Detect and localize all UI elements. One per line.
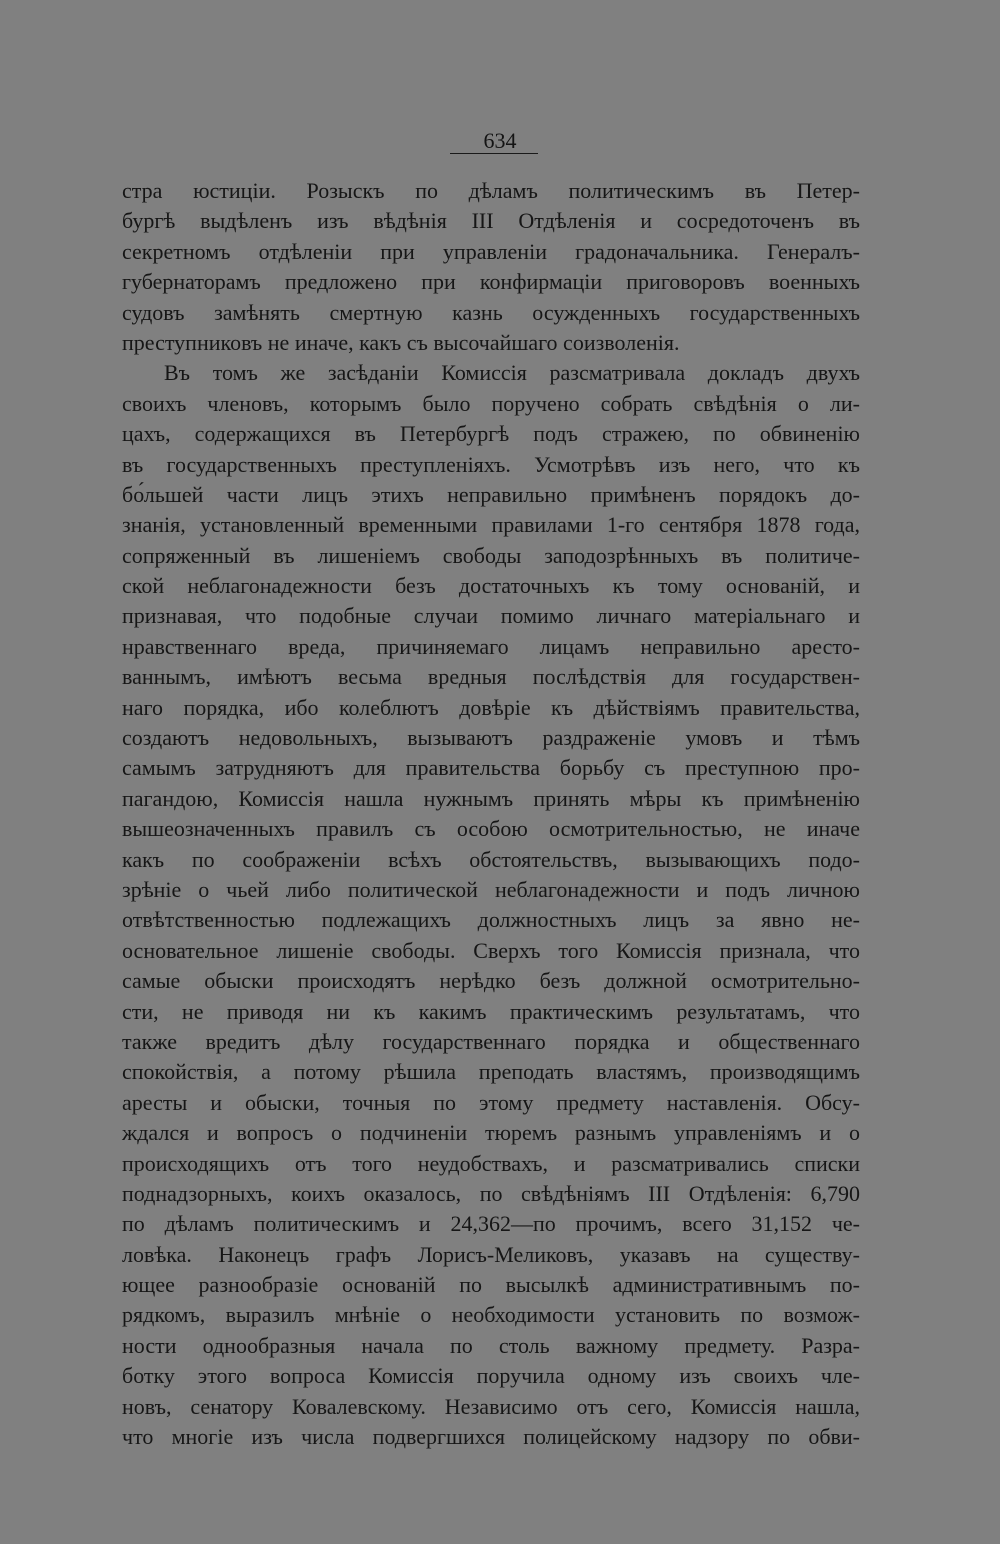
text-line: отвѣтственностью подлежащихъ должностныхъ лицъ за явно не- xyxy=(122,907,860,933)
text-line: ности однообразныя начала по столь важному предмету. Разра- xyxy=(122,1332,860,1358)
text-line: своихъ членовъ, которымъ было поручено собрать свѣдѣнія о ли- xyxy=(122,390,860,416)
text-line: цахъ, содержащихся въ Петербургѣ подъ стражею, по обвиненію xyxy=(122,421,860,447)
text-line: Въ томъ же засѣданіи Комиссія разсматривала докладъ двухъ xyxy=(164,360,860,386)
text-line: признавая, что подобные случаи помимо личнаго матеріальнаго и xyxy=(122,603,860,629)
text-line: ваннымъ, имѣютъ весьма вредныя послѣдствія для государствен- xyxy=(122,664,860,690)
body-text xyxy=(122,176,860,1452)
text-line: стра юстиціи. Розыскъ по дѣламъ политическимъ въ Петер- xyxy=(122,178,860,203)
text-line: поднадзорныхъ, коихъ оказалось, по свѣдѣніямъ III Отдѣленія: 6,790 xyxy=(122,1180,860,1206)
text-line: ловѣка. Наконецъ графъ Лорисъ-Меликовъ, указавъ на существу- xyxy=(122,1241,860,1267)
text-line: сти, не приводя ни къ какимъ практическимъ результатамъ, что xyxy=(122,998,860,1024)
text-line: создаютъ недовольныхъ, вызываютъ раздраженіе умовъ и тѣмъ xyxy=(122,725,860,751)
text-line: ждался и вопросъ о подчиненіи тюремъ разнымъ управленіямъ и о xyxy=(122,1120,860,1146)
text-line: наго порядка, ибо колеблютъ довѣріе къ дѣйствіямъ правительства, xyxy=(122,694,860,720)
text-line: преступниковъ не иначе, какъ съ высочайшаго соизволенія. xyxy=(122,329,680,355)
text-line: ющее разнообразіе основаній по высылкѣ административнымъ по- xyxy=(122,1272,860,1298)
page-number: 634 xyxy=(483,128,517,153)
text-line: нравственнаго вреда, причиняемаго лицамъ неправильно аресто- xyxy=(122,633,860,659)
text-line: въ государственныхъ преступленіяхъ. Усмотрѣвъ изъ него, что къ xyxy=(122,451,860,477)
text-line: зрѣніе о чьей либо политической неблагонадежности и подъ личною xyxy=(122,876,860,902)
text-line: аресты и обыски, точныя по этому предмету наставленія. Обсу- xyxy=(122,1089,860,1115)
text-line: ботку этого вопроса Комиссія поручила одному изъ своихъ чле- xyxy=(122,1363,860,1389)
text-line: знанія, установленный временными правилами 1-го сентября 1878 года, xyxy=(122,512,860,538)
text-line: какъ по соображеніи всѣхъ обстоятельствъ, вызывающихъ подо- xyxy=(122,846,860,872)
text-line: новъ, сенатору Ковалевскому. Независимо отъ сего, Комиссія нашла, xyxy=(122,1393,860,1419)
text-line: самымъ затрудняютъ для правительства борьбу съ преступною про- xyxy=(122,755,860,781)
text-line: самые обыски происходятъ нерѣдко безъ должной осмотрительно- xyxy=(122,968,860,994)
text-line: сопряженный въ лишеніемъ свободы заподозрѣнныхъ въ политиче- xyxy=(122,542,860,568)
text-line: также вредитъ дѣлу государственнаго порядка и общественнаго xyxy=(122,1028,860,1054)
text-line: бургѣ выдѣленъ изъ вѣдѣнія III Отдѣленія и сосредоточенъ въ xyxy=(122,208,860,234)
text-line: вышеозначенныхъ правилъ съ особою осмотрительностью, не иначе xyxy=(122,816,860,842)
text-line: по дѣламъ политическимъ и 24,362—по прочимъ, всего 31,152 че- xyxy=(122,1211,860,1237)
text-line: пагандою, Комиссія нашла нужнымъ принять мѣры къ примѣненію xyxy=(122,785,860,811)
text-line: рядкомъ, выразилъ мнѣніе о необходимости установить по возмож- xyxy=(122,1302,860,1328)
text-line: что многіе изъ числа подвергшихся полицейскому надзору по обви- xyxy=(122,1424,860,1450)
text-line: спокойствія, а потому рѣшила преподать властямъ, производящимъ xyxy=(122,1059,860,1085)
text-line: судовъ замѣнять смертную казнь осужденныхъ государственныхъ xyxy=(122,299,860,325)
text-line: секретномъ отдѣленіи при управленіи градоначальника. Генералъ- xyxy=(122,238,860,264)
text-line: происходящихъ отъ того неудобствахъ, и разсматривались списки xyxy=(122,1150,860,1176)
text-line: ской неблагонадежности безъ достаточныхъ къ тому основаній, и xyxy=(122,573,860,599)
text-line: губернаторамъ предложено при конфирмаціи приговоровъ военныхъ xyxy=(122,269,860,295)
page-number-rule xyxy=(450,153,538,154)
text-line: основательное лишеніе свободы. Сверхъ того Комиссія признала, что xyxy=(122,937,860,963)
text-line: бо́льшей части лицъ этихъ неправильно примѣненъ порядокъ до- xyxy=(122,481,860,507)
